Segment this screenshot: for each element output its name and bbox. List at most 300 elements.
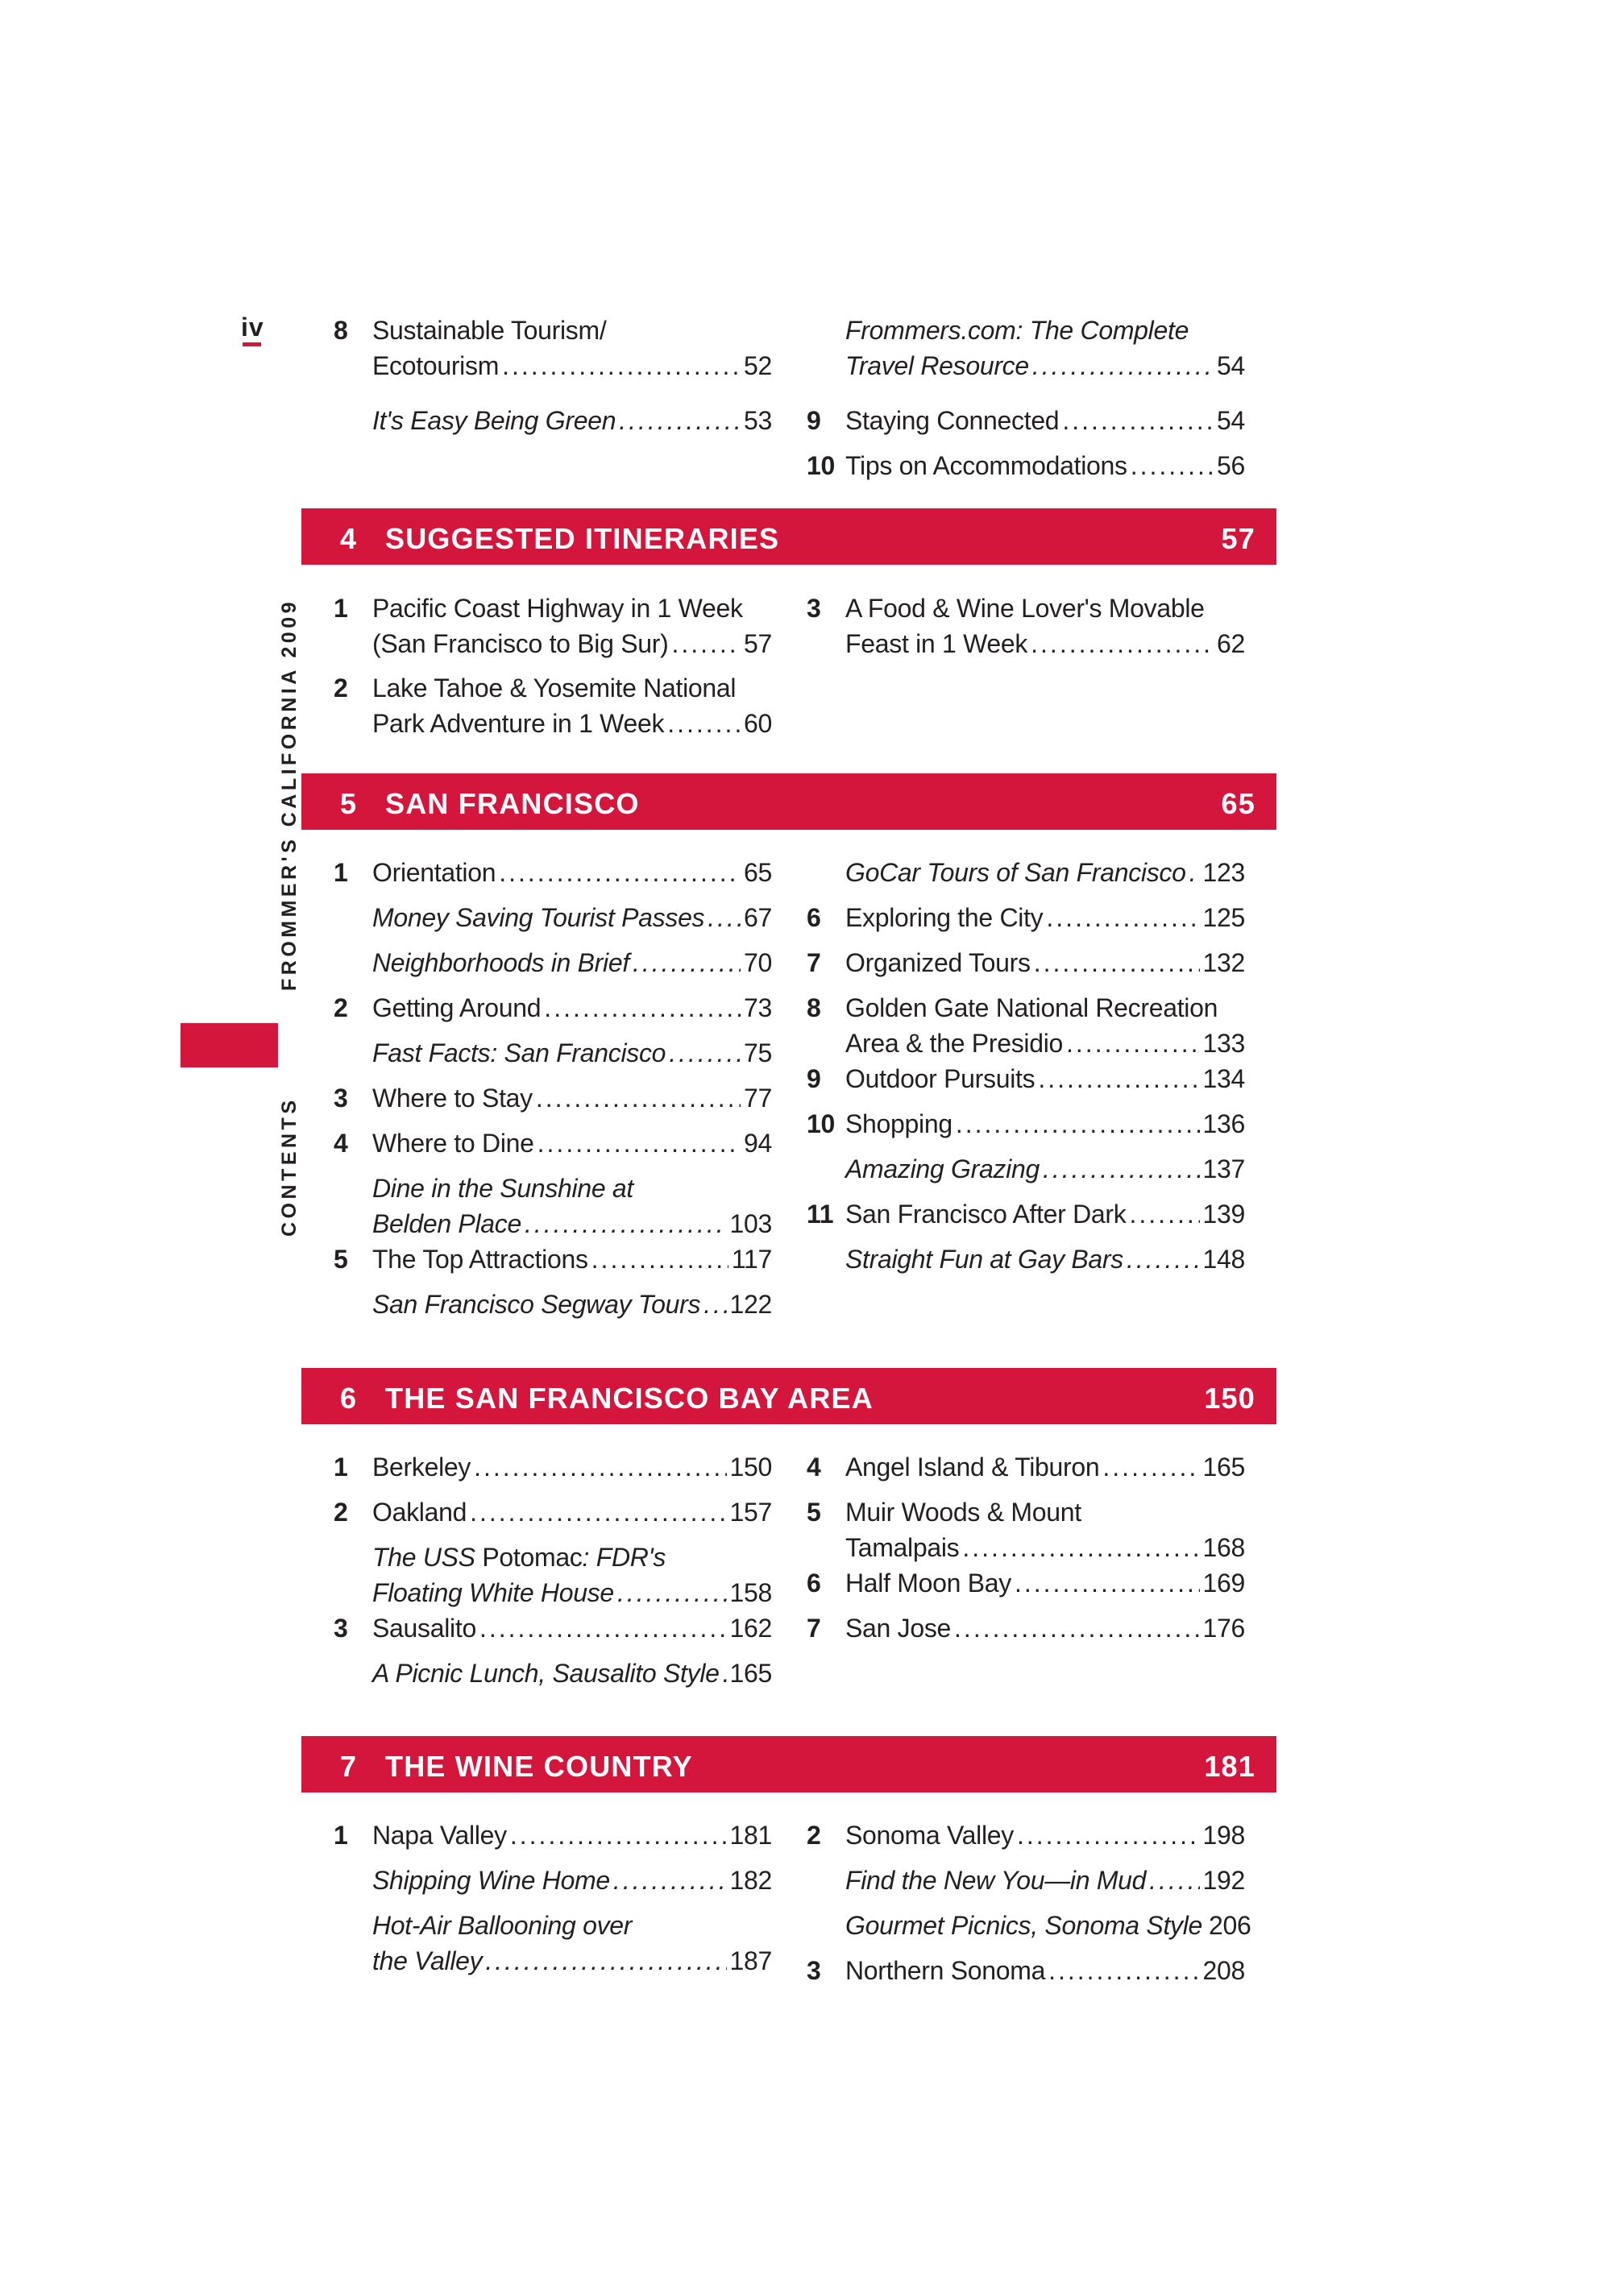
entry-page-number: 136: [1202, 1109, 1245, 1138]
toc-entry[interactable]: [334, 1080, 772, 1116]
dot-leader: [1127, 1241, 1200, 1277]
toc-entry[interactable]: [807, 990, 1245, 1061]
toc-entry[interactable]: [334, 1610, 772, 1646]
entry-page-number: 53: [744, 406, 772, 435]
entry-last-line: [372, 1080, 772, 1116]
entry-title: Area & the Presidio: [845, 1029, 1064, 1058]
entry-last-line: [372, 348, 772, 383]
entry-body: [372, 1449, 772, 1485]
entry-page-number: 165: [1202, 1453, 1245, 1482]
entry-page-number: 117: [731, 1245, 772, 1274]
entry-title-line: Pacific Coast Highway in 1 Week: [372, 594, 743, 623]
toc-entry[interactable]: [334, 1449, 772, 1485]
toc-entry[interactable]: [807, 1449, 1245, 1485]
dot-leader: [485, 1943, 726, 1979]
dot-leader: [613, 1863, 727, 1898]
entry-title: Sausalito: [372, 1614, 476, 1643]
entry-body: [372, 1817, 772, 1853]
entry-body: [845, 1151, 1245, 1187]
entry-body: [845, 591, 1245, 661]
entry-page-number: 148: [1202, 1245, 1245, 1274]
entry-last-line: [372, 1287, 772, 1322]
entry-page-number: 158: [729, 1578, 772, 1607]
dot-leader: [723, 1656, 727, 1691]
entry-page-number: 206: [1209, 1911, 1251, 1940]
entry-title: Where to Dine: [372, 1129, 534, 1158]
entry-title: Find the New You—in Mud: [845, 1866, 1147, 1895]
dot-leader: [1032, 348, 1214, 383]
entry-last-line: [372, 1241, 772, 1277]
entry-number: 3: [334, 1614, 348, 1643]
entry-last-line: [372, 1035, 772, 1071]
entry-body: [845, 900, 1245, 935]
entry-page-number: 192: [1202, 1866, 1245, 1895]
entry-page-number: 150: [729, 1453, 772, 1482]
dot-leader: [1149, 1863, 1199, 1898]
entry-body: [845, 313, 1245, 383]
dot-leader: [525, 1206, 727, 1241]
entry-body: [845, 1953, 1245, 1988]
entry-page-number: 60: [744, 709, 772, 738]
entry-last-line: [372, 403, 772, 438]
chapter-title: THE SAN FRANCISCO BAY AREA: [385, 1382, 874, 1415]
chapter-number: 4: [340, 522, 358, 555]
entry-last-line: [845, 1061, 1245, 1096]
dot-leader: [667, 706, 741, 741]
entry-page-number: 157: [729, 1498, 772, 1527]
entry-page-number: 125: [1202, 903, 1245, 932]
entry-last-line: [845, 1106, 1245, 1142]
entry-title: Northern Sonoma: [845, 1956, 1046, 1985]
toc-entry[interactable]: [334, 945, 772, 980]
dot-leader: [470, 1494, 726, 1530]
dot-leader: [956, 1106, 1200, 1142]
toc-entry[interactable]: [807, 1817, 1245, 1853]
toc-entry[interactable]: [334, 313, 772, 383]
entry-title: Straight Fun at Gay Bars: [845, 1245, 1123, 1274]
entry-body: [845, 855, 1245, 890]
entry-title: (San Francisco to Big Sur): [372, 629, 669, 658]
toc-entry[interactable]: [334, 1241, 772, 1277]
entry-last-line: [372, 1449, 772, 1485]
chapter-title: SUGGESTED ITINERARIES: [385, 522, 780, 555]
chapter-number: 6: [340, 1382, 358, 1415]
entry-body: [372, 670, 772, 741]
entry-body: [845, 1106, 1245, 1142]
toc-entry[interactable]: [334, 900, 772, 935]
entry-title-line: A Food & Wine Lover's Movable: [845, 594, 1205, 623]
toc-entry[interactable]: [334, 670, 772, 741]
entry-number: 11: [807, 1200, 834, 1229]
entry-page-number: 165: [729, 1659, 772, 1688]
dot-leader: [537, 1125, 741, 1161]
entry-last-line: [845, 1151, 1245, 1187]
entry-body: [372, 313, 772, 383]
entry-page-number: 75: [744, 1038, 772, 1067]
toc-entry[interactable]: [334, 1494, 772, 1530]
entry-body: [372, 591, 772, 661]
entry-page-number: 94: [744, 1129, 772, 1158]
toc-entry[interactable]: [334, 855, 772, 890]
toc-entry[interactable]: [334, 1171, 772, 1241]
chapter-header-bar[interactable]: [301, 508, 1276, 565]
dot-leader: [1043, 1151, 1200, 1187]
entry-body: [372, 1035, 772, 1071]
entry-body: [845, 990, 1245, 1061]
toc-entry[interactable]: [334, 1125, 772, 1161]
entry-last-line: [372, 1575, 772, 1610]
entry-title: Feast in 1 Week: [845, 629, 1028, 658]
dot-leader: [617, 1575, 727, 1610]
entry-number: 1: [334, 858, 348, 887]
entry-title: Napa Valley: [372, 1821, 507, 1850]
entry-last-line: [845, 900, 1245, 935]
roman-text: Potomac: [482, 1543, 583, 1572]
dot-leader: [671, 626, 741, 661]
entry-title-line: The USS Potomac: FDR's: [372, 1543, 666, 1572]
entry-title: Half Moon Bay: [845, 1569, 1011, 1598]
entry-number: 7: [807, 1614, 821, 1643]
entry-title: It's Easy Being Green: [372, 406, 616, 435]
running-head-title: FROMMER'S CALIFORNIA 2009: [278, 599, 301, 991]
entry-page-number: 122: [729, 1290, 772, 1319]
entry-last-line: [845, 403, 1245, 438]
entry-page-number: 169: [1202, 1569, 1245, 1598]
toc-entry[interactable]: [334, 403, 772, 438]
chapter-header-bar[interactable]: [301, 1368, 1276, 1424]
entry-title: Tamalpais: [845, 1533, 960, 1562]
dot-leader: [962, 1530, 1199, 1565]
entry-number: 2: [807, 1821, 821, 1850]
entry-page-number: 56: [1217, 451, 1245, 480]
entry-title: San Francisco Segway Tours: [372, 1290, 701, 1319]
toc-entry[interactable]: [334, 1540, 772, 1610]
entry-number: 9: [807, 406, 821, 435]
entry-number: 2: [334, 993, 348, 1022]
entry-body: [372, 1540, 772, 1610]
entry-number: 5: [334, 1245, 348, 1274]
toc-entry[interactable]: [334, 1863, 772, 1898]
toc-entry[interactable]: [334, 1817, 772, 1853]
entry-title-line: Sustainable Tourism/: [372, 316, 607, 345]
entry-last-line: [372, 706, 772, 741]
entry-last-line: [845, 1449, 1245, 1485]
entry-body: [845, 1817, 1245, 1853]
entry-number: 3: [334, 1084, 348, 1113]
entry-title: Getting Around: [372, 993, 542, 1022]
entry-body: [372, 900, 772, 935]
toc-entry[interactable]: [807, 1241, 1245, 1277]
entry-last-line: [372, 990, 772, 1026]
entry-title: Ecotourism: [372, 351, 500, 380]
entry-body: [845, 945, 1245, 980]
chapter-page-number: 181: [1204, 1750, 1255, 1783]
entry-title: Shipping Wine Home: [372, 1866, 610, 1895]
entry-body: [372, 1287, 772, 1322]
dot-leader: [591, 1241, 728, 1277]
dot-leader: [1046, 900, 1199, 935]
entry-title-line: Hot-Air Ballooning over: [372, 1911, 633, 1940]
entry-title: Organized Tours: [845, 948, 1031, 977]
entry-number: 2: [334, 1498, 348, 1527]
entry-title: GoCar Tours of San Francisco: [845, 858, 1186, 887]
entry-page-number: 67: [744, 903, 772, 932]
entry-page-number: 54: [1217, 406, 1245, 435]
entry-title: Oakland: [372, 1498, 467, 1527]
entry-number: 8: [807, 993, 821, 1022]
entry-page-number: 208: [1202, 1956, 1245, 1985]
entry-page-number: 168: [1202, 1533, 1245, 1562]
entry-page-number: 77: [744, 1084, 772, 1113]
entry-body: [845, 1863, 1245, 1898]
entry-last-line: [845, 1863, 1245, 1898]
entry-page-number: 65: [744, 858, 772, 887]
chapter-page-number: 150: [1204, 1382, 1255, 1415]
entry-last-line: [845, 1026, 1245, 1061]
entry-last-line: [845, 1241, 1245, 1277]
toc-entry[interactable]: [807, 855, 1245, 890]
entry-title: Money Saving Tourist Passes: [372, 903, 705, 932]
running-head-section: CONTENTS: [278, 1096, 301, 1237]
entry-last-line: [845, 945, 1245, 980]
toc-entry[interactable]: [807, 591, 1245, 661]
chapter-page-number: 65: [1221, 787, 1255, 820]
entry-title-line: Frommers.com: The Complete: [845, 316, 1189, 345]
dot-leader: [1130, 1196, 1200, 1232]
entry-page-number: 132: [1202, 948, 1245, 977]
toc-entry[interactable]: [807, 1610, 1245, 1646]
toc-entry[interactable]: [807, 1061, 1245, 1096]
entry-body: [372, 1241, 772, 1277]
toc-entry[interactable]: [807, 1494, 1245, 1565]
dot-leader: [1066, 1026, 1199, 1061]
toc-entry[interactable]: [807, 403, 1245, 438]
chapter-title: SAN FRANCISCO: [385, 787, 640, 820]
chapter-header-bar[interactable]: [301, 773, 1276, 830]
entry-page-number: 73: [744, 993, 772, 1022]
entry-page-number: 182: [729, 1866, 772, 1895]
entry-page-number: 198: [1202, 1821, 1245, 1850]
entry-body: [372, 1656, 772, 1691]
toc-entry[interactable]: [807, 1908, 1251, 1943]
entry-title: The Top Attractions: [372, 1245, 588, 1274]
entry-number: 1: [334, 1821, 348, 1850]
entry-title-line: Lake Tahoe & Yosemite National: [372, 673, 737, 702]
entry-title: San Jose: [845, 1614, 952, 1643]
entry-title: Exploring the City: [845, 903, 1044, 932]
toc-entry[interactable]: [807, 1151, 1245, 1187]
dot-leader: [1048, 1953, 1199, 1988]
entry-number: 6: [807, 903, 821, 932]
entry-page-number: 181: [729, 1821, 772, 1850]
toc-entry[interactable]: [807, 1565, 1245, 1601]
entry-number: 4: [807, 1453, 821, 1482]
entry-number: 2: [334, 673, 348, 702]
chapter-number: 5: [340, 787, 358, 820]
dot-leader: [1038, 1061, 1199, 1096]
toc-entry[interactable]: [807, 1863, 1245, 1898]
dot-leader: [1189, 855, 1200, 890]
entry-last-line: [372, 1656, 772, 1691]
chapter-page-number: 57: [1221, 522, 1255, 555]
dot-leader: [1034, 945, 1200, 980]
dot-leader: [479, 1610, 727, 1646]
entry-title: Staying Connected: [845, 406, 1060, 435]
entry-body: [845, 403, 1245, 438]
dot-leader: [502, 348, 741, 383]
toc-entry[interactable]: [807, 1106, 1245, 1142]
entry-number: 6: [807, 1569, 821, 1598]
page-number-underline: [243, 342, 261, 346]
entry-last-line: [845, 1565, 1245, 1601]
entry-page-number: 133: [1202, 1029, 1245, 1058]
entry-page-number: 123: [1202, 858, 1245, 887]
entry-page-number: 176: [1202, 1614, 1245, 1643]
entry-body: [845, 1610, 1245, 1646]
chapter-number: 7: [340, 1750, 358, 1783]
entry-title: Floating White House: [372, 1578, 614, 1607]
toc-entry[interactable]: [807, 313, 1245, 383]
dot-leader: [1015, 1565, 1200, 1601]
entry-number: 9: [807, 1064, 821, 1093]
entry-last-line: [845, 1610, 1245, 1646]
entry-page-number: 54: [1217, 351, 1245, 380]
toc-entry[interactable]: [334, 1656, 772, 1691]
entry-title: A Picnic Lunch, Sausalito Style: [372, 1659, 720, 1688]
entry-body: [372, 1125, 772, 1161]
entry-page-number: 187: [729, 1946, 772, 1975]
toc-entry[interactable]: [334, 591, 772, 661]
chapter-header-bar[interactable]: [301, 1736, 1276, 1792]
dot-leader: [954, 1610, 1199, 1646]
entry-title: Travel Resource: [845, 351, 1029, 380]
entry-number: 4: [334, 1129, 348, 1158]
entry-body: [845, 1908, 1251, 1943]
entry-number: 10: [807, 451, 835, 480]
entry-last-line: [372, 1610, 772, 1646]
dot-leader: [510, 1817, 727, 1853]
dot-leader: [499, 855, 741, 890]
entry-number: 5: [807, 1498, 821, 1527]
entry-last-line: [372, 1494, 772, 1530]
entry-page-number: 70: [744, 948, 772, 977]
entry-body: [845, 448, 1245, 483]
entry-last-line: [372, 1817, 772, 1853]
entry-page-number: 139: [1202, 1200, 1245, 1229]
entry-body: [845, 1494, 1245, 1565]
entry-number: 3: [807, 1956, 821, 1985]
entry-title-line: Muir Woods & Mount: [845, 1498, 1081, 1527]
entry-page-number: 103: [729, 1209, 772, 1238]
entry-title: the Valley: [372, 1946, 483, 1975]
entry-number: 10: [807, 1109, 835, 1138]
entry-title: Amazing Grazing: [845, 1154, 1040, 1183]
dot-leader: [619, 403, 741, 438]
entry-body: [372, 1610, 772, 1646]
entry-title: Where to Stay: [372, 1084, 533, 1113]
entry-number: 7: [807, 948, 821, 977]
toc-entry[interactable]: [334, 990, 772, 1026]
dot-leader: [669, 1035, 741, 1071]
toc-entry[interactable]: [807, 1953, 1245, 1988]
entry-body: [845, 1061, 1245, 1096]
toc-entry[interactable]: [807, 1196, 1245, 1232]
entry-body: [372, 945, 772, 980]
entry-last-line: [845, 348, 1245, 383]
dot-leader: [1102, 1449, 1199, 1485]
toc-entry[interactable]: [334, 1287, 772, 1322]
entry-title-line: Dine in the Sunshine at: [372, 1174, 633, 1203]
dot-leader: [708, 900, 741, 935]
dot-leader: [1131, 448, 1214, 483]
entry-title-line: Golden Gate National Recreation: [845, 993, 1218, 1022]
dot-leader: [633, 945, 741, 980]
toc-entry[interactable]: [807, 900, 1245, 935]
entry-number: 3: [807, 594, 821, 623]
entry-body: [372, 1494, 772, 1530]
entry-title: Sonoma Valley: [845, 1821, 1014, 1850]
entry-page-number: 134: [1202, 1064, 1245, 1093]
entry-title: Tips on Accommodations: [845, 451, 1127, 480]
entry-page-number: 162: [729, 1614, 772, 1643]
entry-title: Gourmet Picnics, Sonoma Style: [845, 1911, 1203, 1940]
entry-last-line: [372, 1206, 772, 1241]
entry-last-line: [845, 626, 1245, 661]
entry-title: Orientation: [372, 858, 496, 887]
entry-title: Park Adventure in 1 Week: [372, 709, 665, 738]
entry-body: [845, 1449, 1245, 1485]
dot-leader: [544, 990, 741, 1026]
entry-last-line: [372, 1863, 772, 1898]
entry-title: Outdoor Pursuits: [845, 1064, 1035, 1093]
entry-title: Angel Island & Tiburon: [845, 1453, 1100, 1482]
entry-number: 8: [334, 316, 348, 345]
toc-entry[interactable]: [807, 448, 1245, 483]
entry-last-line: [372, 626, 772, 661]
entry-last-line: [845, 1908, 1251, 1943]
toc-entry[interactable]: [807, 945, 1245, 980]
entry-page-number: 137: [1202, 1154, 1245, 1183]
side-tab-marker: [181, 1023, 278, 1067]
entry-last-line: [372, 945, 772, 980]
entry-body: [372, 990, 772, 1026]
entry-last-line: [372, 1943, 772, 1979]
dot-leader: [474, 1449, 726, 1485]
entry-title: Belden Place: [372, 1209, 521, 1238]
page-number: iv: [241, 313, 264, 342]
entry-number: 1: [334, 594, 348, 623]
entry-body: [372, 1908, 772, 1979]
entry-last-line: [845, 1196, 1245, 1232]
entry-body: [372, 403, 772, 438]
dot-leader: [536, 1080, 741, 1116]
dot-leader: [1031, 626, 1214, 661]
entry-last-line: [372, 855, 772, 890]
entry-number: 1: [334, 1453, 348, 1482]
entry-last-line: [845, 1953, 1245, 1988]
chapter-title: THE WINE COUNTRY: [385, 1750, 693, 1783]
entry-title: Shopping: [845, 1109, 952, 1138]
entry-last-line: [372, 900, 772, 935]
entry-body: [372, 1080, 772, 1116]
entry-last-line: [845, 1530, 1245, 1565]
entry-body: [372, 1863, 772, 1898]
entry-title: Fast Facts: San Francisco: [372, 1038, 666, 1067]
entry-body: [845, 1565, 1245, 1601]
toc-entry[interactable]: [334, 1035, 772, 1071]
entry-page-number: 62: [1217, 629, 1245, 658]
toc-entry[interactable]: [334, 1908, 772, 1979]
